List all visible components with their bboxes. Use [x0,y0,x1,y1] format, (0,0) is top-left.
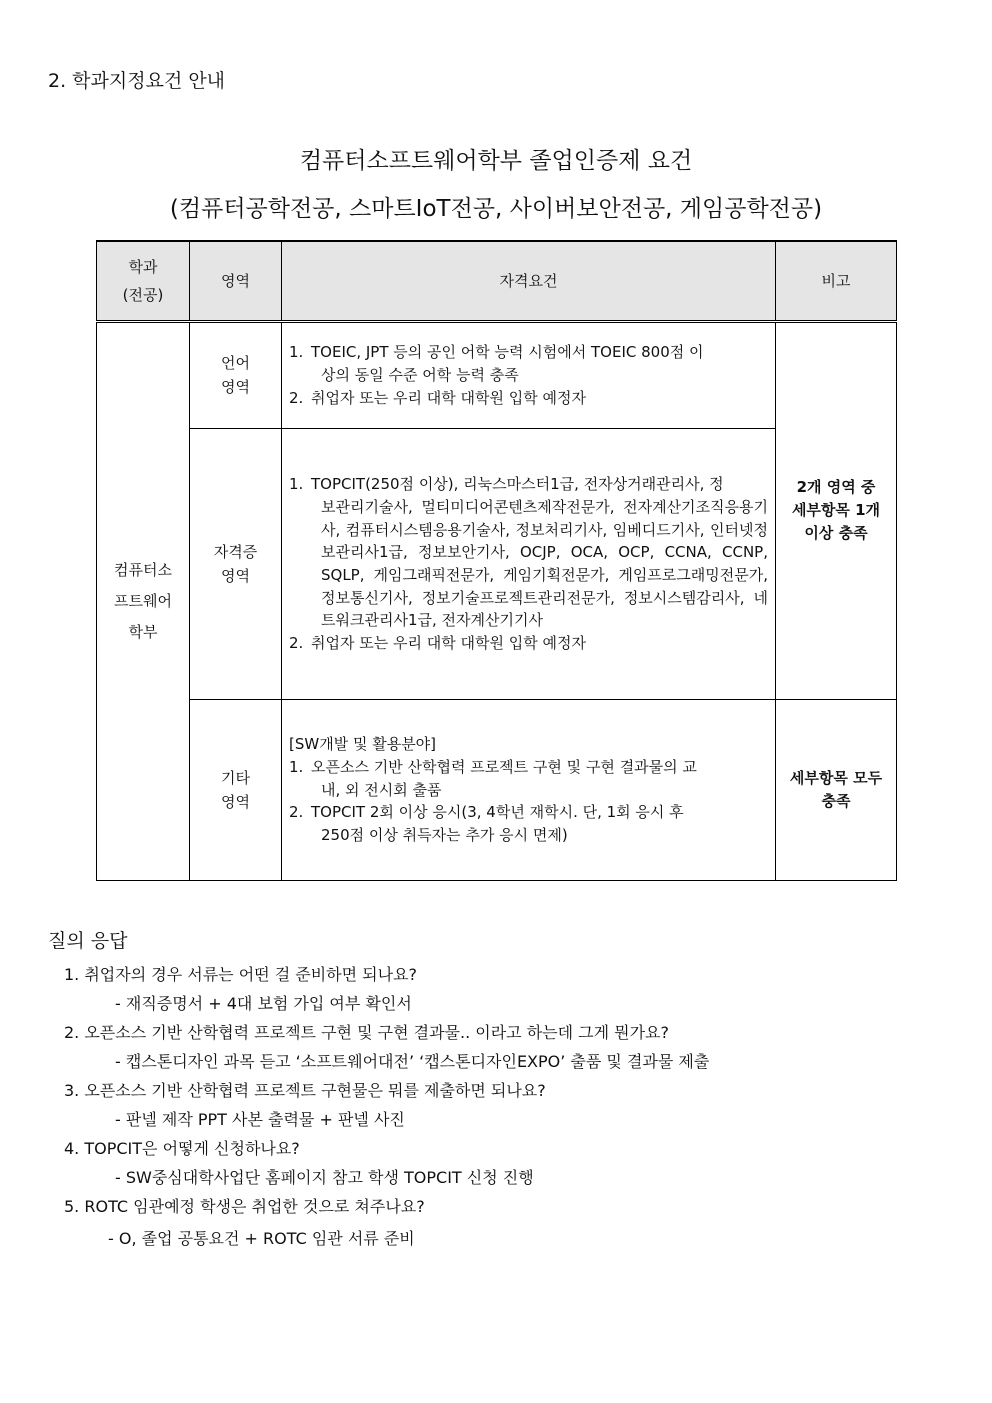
note-cell-first: 2개 영역 중 세부항목 1개 이상 충족 [776,321,897,700]
area-certificate: 자격증 영역 [190,428,282,699]
header-requirement: 자격요건 [282,241,776,321]
qa-heading: 질의 응답 [48,930,128,952]
qa-answer: - 재직증명서 + 4대 보험 가입 여부 확인서 [115,994,412,1013]
document-title: 컴퓨터소프트웨어학부 졸업인증제 요건 [299,148,693,174]
qa-question: 3. 오픈소스 기반 산학협력 프로젝트 구현물은 뭐를 제출하면 되나요? [64,1081,546,1100]
qa-answer: - 판넬 제작 PPT 사본 출력물 + 판넬 사진 [115,1110,405,1129]
requirement-other [282,700,776,881]
list-item: 2. 취업자 또는 우리 대학 대학원 입학 예정자 [289,388,586,407]
requirements-table [96,240,897,881]
requirement-prefix: [SW개발 및 활용분야] [289,735,437,754]
table-row [97,321,897,428]
qa-answer: - SW중심대학사업단 홈페이지 참고 학생 TOPCIT 신청 진행 [115,1168,534,1187]
list-item: 2. 취업자 또는 우리 대학 대학원 입학 예정자 [289,634,586,653]
qa-answer: - O, 졸업 공통요건 + ROTC 임관 서류 준비 [108,1229,415,1248]
area-language: 언어 영역 [190,321,282,428]
table-header-row [97,241,897,321]
table-row [97,700,897,881]
area-other: 기타 영역 [190,700,282,881]
header-area: 영역 [190,241,282,321]
section-heading: 2. 학과지정요건 안내 [48,70,226,92]
list-item: 1. TOPCIT(250점 이상), 리눅스마스터1급, 전자상거래관리사, 정 보관리기술사, 멀티미디어콘텐츠제작전문가, 전자계산기조직응용기사, 컴퓨터시스템응용기술사, 정보처리기사, 임베디드기사, 인터넷정보관리사1급, 정보보안기사, OCJP, OCA, OCP, CCNA, CCNP, SQLP, 게임그래픽전문가, 게임기획전문가, 게임프로그래밍전문가, 정보통신기사, 정보기술프로젝트관리전문가, 정보시스템감리사, 네트워크관리사1급, 전자계산기기사 [289,475,768,630]
qa-answer: - 캡스톤디자인 과목 듣고 ‘소프트웨어대전’ ‘캡스톤디자인EXPO’ 출품 및 결과물 제출 [115,1052,710,1071]
list-item: 1. TOEIC, JPT 등의 공인 어학 능력 시험에서 TOEIC 800점 이 상의 동일 수준 어학 능력 충족 [289,343,704,384]
qa-question: 2. 오픈소스 기반 산학협력 프로젝트 구현 및 구현 결과물.. 이라고 하는데 그게 뭔가요? [64,1023,670,1042]
qa-question: 4. TOPCIT은 어떻게 신청하나요? [64,1139,300,1158]
header-note: 비고 [776,241,897,321]
note-cell-second: 세부항목 모두 충족 [776,700,897,881]
document-subtitle: (컴퓨터공학전공, 스마트IoT전공, 사이버보안전공, 게임공학전공) [169,196,823,222]
department-cell: 컴퓨터소 프트웨어 학부 [97,321,190,881]
requirement-language [282,321,776,428]
list-item: 2. TOPCIT 2회 이상 응시(3, 4학년 재학시. 단, 1회 응시 후 250점 이상 취득자는 추가 응시 면제) [289,803,684,845]
header-department: 학과 (전공) [97,241,190,321]
list-item: 1. 오픈소스 기반 산학협력 프로젝트 구현 및 구현 결과물의 교 내, 외 전시회 출품 [289,758,697,799]
qa-question: 5. ROTC 임관예정 학생은 취업한 것으로 쳐주나요? [64,1197,425,1216]
requirement-certificate [282,428,776,699]
qa-list [48,962,948,1255]
qa-question: 1. 취업자의 경우 서류는 어떤 걸 준비하면 되나요? [64,965,418,984]
